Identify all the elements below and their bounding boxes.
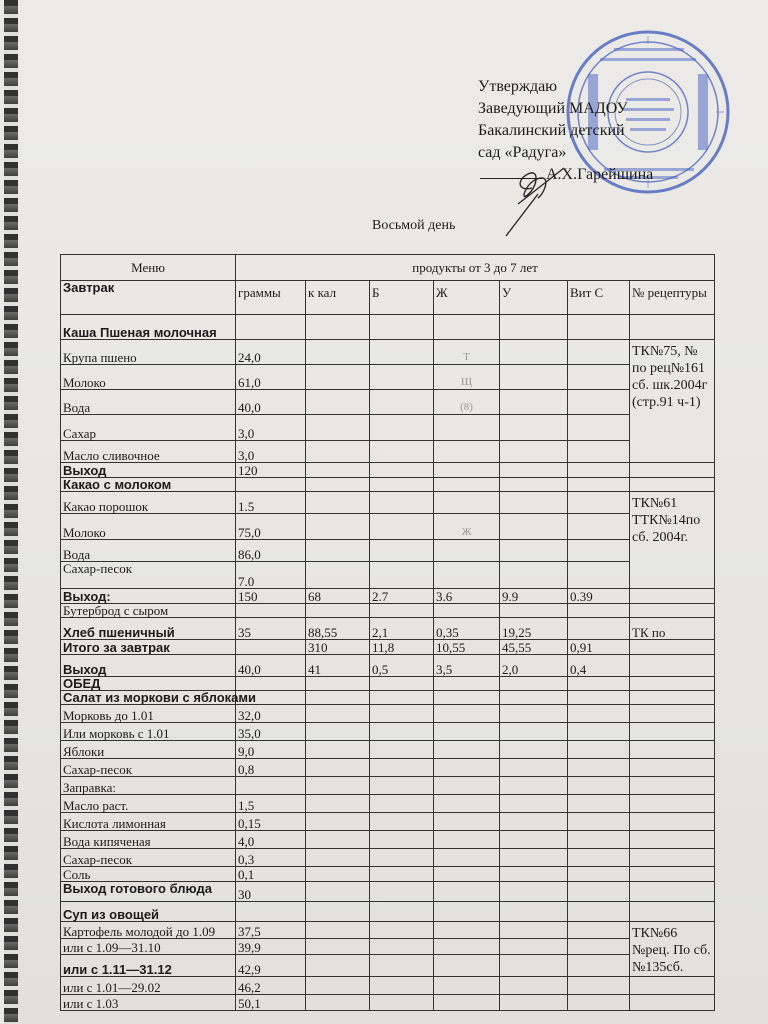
ingredient-name: Яблоки bbox=[61, 741, 236, 759]
row-u: 19,25 bbox=[500, 618, 568, 640]
table-row bbox=[61, 867, 715, 882]
table-row bbox=[61, 705, 715, 723]
ingredient-name: Масло раст. bbox=[61, 795, 236, 813]
table-row bbox=[61, 655, 715, 677]
yield-grams: 120 bbox=[236, 463, 306, 478]
table-row bbox=[61, 315, 715, 340]
ingredient-name: Вода bbox=[61, 540, 236, 562]
scan-ghost-mark: Щ bbox=[434, 365, 500, 390]
table-row bbox=[61, 882, 715, 902]
signature-underline bbox=[480, 178, 542, 179]
ingredient-name: Молоко bbox=[61, 514, 236, 540]
table-row bbox=[61, 902, 715, 922]
ingredient-name: Соль bbox=[61, 867, 236, 882]
table-row bbox=[61, 640, 715, 655]
total-vitc: 0,91 bbox=[568, 640, 630, 655]
ingredient-name: Сахар-песок bbox=[61, 849, 236, 867]
table-row bbox=[61, 849, 715, 867]
ingredient-name: или с 1.03 bbox=[61, 995, 236, 1011]
ingredient-grams: 35,0 bbox=[236, 723, 306, 741]
columns-row bbox=[61, 281, 715, 315]
approval-line-3: Бакалинский детский bbox=[478, 122, 625, 139]
ingredient-name: Картофель молодой до 1.09 bbox=[61, 922, 236, 939]
table-row bbox=[61, 441, 715, 463]
yield-label: Выход bbox=[61, 463, 236, 478]
col-grams: граммы bbox=[236, 281, 306, 315]
ingredient-grams: 61,0 bbox=[236, 365, 306, 390]
total-u: 45,55 bbox=[500, 640, 568, 655]
ingredient-grams: 9,0 bbox=[236, 741, 306, 759]
ingredient-name: Морковь до 1.01 bbox=[61, 705, 236, 723]
approval-line-4: сад «Радуга» bbox=[478, 144, 567, 161]
day-title: Восьмой день bbox=[372, 218, 456, 233]
table-row bbox=[61, 492, 715, 514]
table-row bbox=[61, 604, 715, 618]
table-row bbox=[61, 365, 715, 390]
table-row bbox=[61, 514, 715, 540]
total-kcal: 310 bbox=[306, 640, 370, 655]
ingredient-name: или с 1.09—31.10 bbox=[61, 938, 236, 955]
breakfast-total-label: Итого за завтрак bbox=[61, 640, 236, 655]
ingredient-name: или с 1.01—29.02 bbox=[61, 977, 236, 995]
signature-line bbox=[478, 164, 653, 186]
ingredient-name: Хлеб пшеничный bbox=[61, 618, 236, 640]
row-b: 2,1 bbox=[370, 618, 434, 640]
yield-zh: 3,5 bbox=[434, 655, 500, 677]
approval-block bbox=[478, 76, 653, 186]
table-row bbox=[61, 562, 715, 589]
ingredient-grams: 3,0 bbox=[236, 415, 306, 441]
yield-b: 2.7 bbox=[370, 589, 434, 604]
table-row bbox=[61, 831, 715, 849]
approval-line-1: Утверждаю bbox=[478, 78, 558, 95]
table-row bbox=[61, 540, 715, 562]
row-zh: 0,35 bbox=[434, 618, 500, 640]
menu-table bbox=[60, 254, 715, 1011]
kasha-recipe-ref: ТК№75, № по рец№161 сб. шк.2004г (стр.91 ч-1) bbox=[630, 340, 715, 463]
approval-line-2: Заведующий МАДОУ bbox=[478, 100, 628, 117]
ingredient-grams: 75,0 bbox=[236, 514, 306, 540]
products-header: продукты от 3 до 7 лет bbox=[236, 255, 715, 281]
sup-title: Суп из овощей bbox=[61, 902, 236, 922]
col-zh: Ж bbox=[434, 281, 500, 315]
table-row bbox=[61, 618, 715, 640]
ingredient-name: Вода bbox=[61, 390, 236, 415]
total-zh: 10,55 bbox=[434, 640, 500, 655]
ingredient-grams: 24,0 bbox=[236, 340, 306, 365]
total-b: 11,8 bbox=[370, 640, 434, 655]
ingredient-name: Кислота лимонная bbox=[61, 813, 236, 831]
ingredient-grams: 0,1 bbox=[236, 867, 306, 882]
table-row bbox=[61, 955, 715, 977]
table-row bbox=[61, 390, 715, 415]
col-recipe: № рецептуры bbox=[630, 281, 715, 315]
table-row bbox=[61, 340, 715, 365]
table-row bbox=[61, 995, 715, 1011]
ingredient-grams: 1.5 bbox=[236, 492, 306, 514]
table-row bbox=[61, 977, 715, 995]
ingredient-grams: 40,0 bbox=[236, 390, 306, 415]
table-row bbox=[61, 463, 715, 478]
col-u: У bbox=[500, 281, 568, 315]
yield-kcal: 41 bbox=[306, 655, 370, 677]
ingredient-grams: 0,15 bbox=[236, 813, 306, 831]
ingredient-grams: 0,8 bbox=[236, 759, 306, 777]
ingredient-grams: 46,2 bbox=[236, 977, 306, 995]
yield-grams: 30 bbox=[236, 882, 306, 902]
signer-name: А.Х.Гарейшина bbox=[546, 166, 654, 183]
ingredient-grams: 0,3 bbox=[236, 849, 306, 867]
ingredient-grams: 35 bbox=[236, 618, 306, 640]
yield-vitc: 0.39 bbox=[568, 589, 630, 604]
ingredient-grams: 42,9 bbox=[236, 955, 306, 977]
table-row bbox=[61, 777, 715, 795]
ingredient-name: Заправка: bbox=[61, 777, 236, 795]
col-b: Б bbox=[370, 281, 434, 315]
yield-vitc: 0,4 bbox=[568, 655, 630, 677]
table-row bbox=[61, 922, 715, 939]
col-kcal: к кал bbox=[306, 281, 370, 315]
ingredient-grams: 32,0 bbox=[236, 705, 306, 723]
yield-label: Выход: bbox=[61, 589, 236, 604]
ingredient-grams: 37,5 bbox=[236, 922, 306, 939]
ingredient-name: Масло сливочное bbox=[61, 441, 236, 463]
ingredient-grams: 4,0 bbox=[236, 831, 306, 849]
ingredient-grams: 39,9 bbox=[236, 938, 306, 955]
scan-ghost-mark: (8) bbox=[434, 390, 500, 415]
kakao-recipe-ref: ТК№61 ТТК№14по сб. 2004г. bbox=[630, 492, 715, 589]
ingredient-name: Сахар-песок bbox=[61, 759, 236, 777]
ingredient-name: Молоко bbox=[61, 365, 236, 390]
table-row bbox=[61, 589, 715, 604]
yield-zh: 3.6 bbox=[434, 589, 500, 604]
col-vitc: Вит С bbox=[568, 281, 630, 315]
table-row bbox=[61, 759, 715, 777]
ingredient-name: Или морковь с 1.01 bbox=[61, 723, 236, 741]
ingredient-name: Сахар bbox=[61, 415, 236, 441]
row-kcal: 88,55 bbox=[306, 618, 370, 640]
yield-grams: 150 bbox=[236, 589, 306, 604]
table-row bbox=[61, 677, 715, 691]
table-row bbox=[61, 691, 715, 705]
table-row bbox=[61, 723, 715, 741]
kasha-title: Каша Пшеная молочная bbox=[61, 315, 236, 340]
col-meal: Завтрак bbox=[61, 281, 236, 315]
ingredient-name: Сахар-песок bbox=[61, 562, 236, 589]
ingredient-grams: 3,0 bbox=[236, 441, 306, 463]
table-row bbox=[61, 795, 715, 813]
table-row bbox=[61, 415, 715, 441]
scan-ghost-mark: Т bbox=[434, 340, 500, 365]
ingredient-name: Вода кипяченая bbox=[61, 831, 236, 849]
yield-grams: 40,0 bbox=[236, 655, 306, 677]
yield-kcal: 68 bbox=[306, 589, 370, 604]
lunch-title: ОБЕД bbox=[61, 677, 236, 691]
menu-header: Меню bbox=[61, 255, 236, 281]
ingredient-grams: 7.0 bbox=[236, 562, 306, 589]
scan-ghost-mark: Ж bbox=[434, 514, 500, 540]
yield-u: 9.9 bbox=[500, 589, 568, 604]
scan-edge-artifact bbox=[4, 0, 18, 1024]
ingredient-name: или с 1.11—31.12 bbox=[61, 955, 236, 977]
ingredient-grams: 1,5 bbox=[236, 795, 306, 813]
table-row bbox=[61, 938, 715, 955]
kakao-title: Какао с молоком bbox=[61, 478, 236, 492]
yield-u: 2,0 bbox=[500, 655, 568, 677]
sup-recipe-ref: ТК№66 №рец. По сб. №135сб. bbox=[630, 922, 715, 977]
buter-title: Бутерброд с сыром bbox=[61, 604, 236, 618]
salat-title: Салат из моркови с яблоками bbox=[61, 691, 236, 705]
ingredient-grams: 86,0 bbox=[236, 540, 306, 562]
document-page bbox=[4, 0, 768, 1024]
ingredient-name: Какао порошок bbox=[61, 492, 236, 514]
yield-b: 0,5 bbox=[370, 655, 434, 677]
row-ref: ТК по bbox=[630, 618, 715, 640]
ingredient-name: Крупа пшено bbox=[61, 340, 236, 365]
yield-label: Выход готового блюда bbox=[61, 882, 236, 902]
table-header-row bbox=[61, 255, 715, 281]
table-row bbox=[61, 478, 715, 492]
yield-label: Выход bbox=[61, 655, 236, 677]
table-row bbox=[61, 741, 715, 759]
ingredient-grams: 50,1 bbox=[236, 995, 306, 1011]
table-row bbox=[61, 813, 715, 831]
